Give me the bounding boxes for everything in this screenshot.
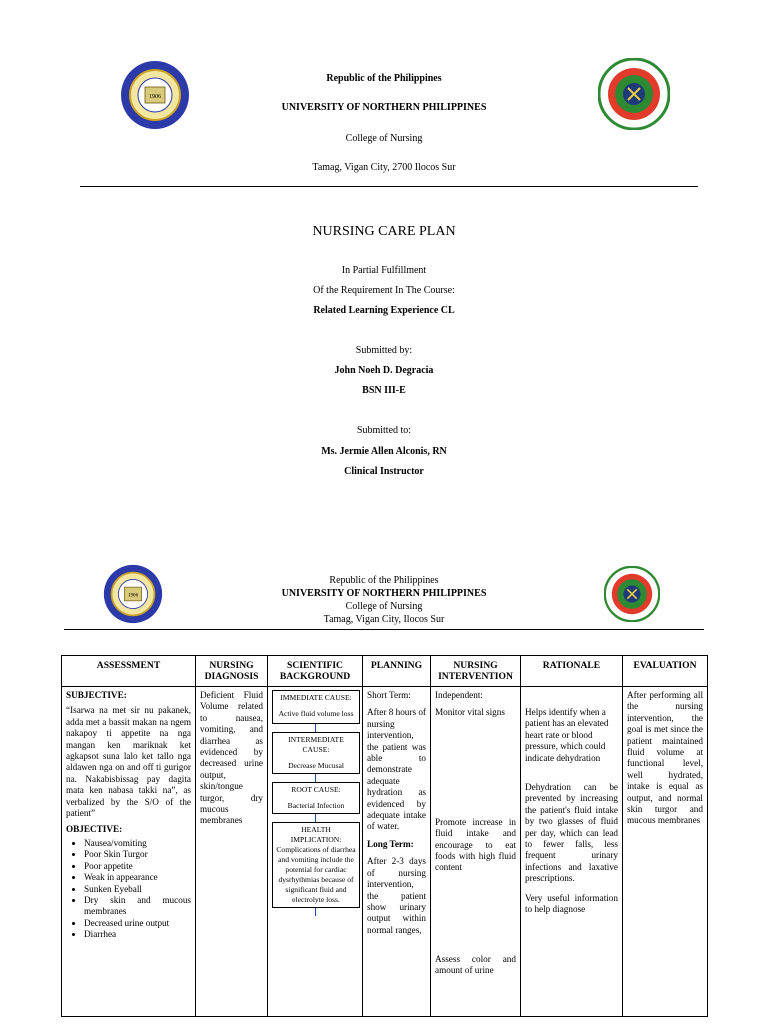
intermediate-cause-box <box>272 732 360 774</box>
nursing-diagnosis-cell: Deficient Fluid Volume related to nausea, vomiting, and diarrhea as evidenced by decreased urine output, skin/tongue turgor, dry mucous membranes <box>196 687 268 1017</box>
immediate-cause-box <box>272 690 360 724</box>
objective-list <box>66 838 191 941</box>
rationale-item-2: Dehydration can be prevented by increasing the patient's fluid intake by two glasses of fluid per day, which can lead to fewer falls, less frequent urinary infections and laxative prescriptions. <box>525 782 618 884</box>
cover-address: Tamag, Vigan City, 2700 Ilocos Sur <box>312 162 456 173</box>
cover-republic: Republic of the Philippines <box>326 73 442 84</box>
cover-course: Related Learning Experience CL <box>313 305 455 316</box>
connector-line <box>315 908 316 916</box>
health-implication-label: HEALTH IMPLICATION: <box>290 825 342 844</box>
subjective-label: SUBJECTIVE: <box>66 690 127 700</box>
header-nursing-diagnosis: NURSING DIAGNOSIS <box>196 656 268 687</box>
header-scientific-background: SCIENTIFIC BACKGROUND <box>268 656 363 687</box>
page2-address: Tamag, Vigan City, Ilocos Sur <box>323 614 445 625</box>
cover-college: College of Nursing <box>345 133 423 144</box>
page2-college: College of Nursing <box>345 601 423 612</box>
cover-fulfillment-2: Of the Requirement In The Course: <box>313 285 455 296</box>
long-term-label: Long Term: <box>367 838 414 849</box>
unp-seal-logo <box>120 60 190 130</box>
intermediate-cause-text: Decrease Mucusal <box>288 761 344 770</box>
page2-republic: Republic of the Philippines <box>329 575 439 586</box>
connector-line <box>315 774 316 782</box>
cover-fulfillment-1: In Partial Fulfillment <box>341 265 427 276</box>
svg-text:1906: 1906 <box>149 94 161 100</box>
list-item: • Diarrhea <box>84 929 191 940</box>
long-term-text: After 2-3 days of nursing intervention, the patient show urinary output within normal ranges, <box>367 856 426 935</box>
immediate-cause-text: Active fluid volume loss <box>278 709 354 718</box>
intervention-item-2: Promote increase in fluid intake and encourage to eat foods with high fluid content <box>435 816 516 873</box>
student-section: BSN III-E <box>362 385 406 396</box>
instructor-name: Ms. Jermie Allen Alconis, RN <box>321 446 447 457</box>
svg-text:1906: 1906 <box>127 592 139 599</box>
college-of-nursing-seal-logo <box>598 58 670 130</box>
connector-line <box>315 814 316 822</box>
table-row <box>62 687 708 1017</box>
cover-divider <box>80 186 698 187</box>
subjective-text: “Isarwa na met sir nu pakanek, adda met a bassit makan na ngem nakapoy ti appetite na nga mangan ken mariknak ket agkapsot suna lalo ket tallo nga aldawen nga on and off ti gurigor na. Nakabisbissag pay dagita mata ken nabasa takki na”, as verbalized by the S/O of the patient” <box>66 705 191 819</box>
page2-university: UNIVERSITY OF NORTHERN PHILIPPINES <box>281 588 487 599</box>
rationale-item-3: Very useful information to help diagnose <box>525 892 618 915</box>
instructor-role: Clinical Instructor <box>344 466 424 477</box>
list-item: • Sunken Eyeball <box>84 884 191 895</box>
header-rationale: RATIONALE <box>521 656 623 687</box>
list-item: • Poor appetite <box>84 861 191 872</box>
root-cause-label: ROOT CAUSE: <box>291 785 341 794</box>
connector-line <box>315 724 316 732</box>
intervention-item-3: Assess color and amount of urine <box>435 953 516 976</box>
nursing-care-plan-table <box>61 655 708 1017</box>
table-header-row <box>62 656 708 687</box>
header-planning: PLANNING <box>363 656 431 687</box>
scientific-background-cell <box>268 687 363 1017</box>
submitted-to-label: Submitted to: <box>356 425 412 436</box>
immediate-cause-label: IMMEDIATE CAUSE: <box>280 693 352 702</box>
nursing-intervention-cell <box>431 687 521 1017</box>
root-cause-text: Bacterial Infection <box>287 801 345 810</box>
list-item: • Weak in appearance <box>84 872 191 883</box>
submitted-by-label: Submitted by: <box>355 345 413 356</box>
header-nursing-intervention: NURSING INTERVENTION <box>431 656 521 687</box>
list-item: • Decreased urine output <box>84 918 191 929</box>
list-item: • Dry skin and mucous membranes <box>84 895 191 918</box>
rationale-cell <box>521 687 623 1017</box>
short-term-label: Short Term: <box>367 690 411 700</box>
evaluation-cell: After performing all the nursing intervention, the goal is met since the patient maintained fluid volume at functional level, well hydrated, intake is equal as output, and normal skin turgor and mucous membranes <box>623 687 708 1017</box>
intermediate-cause-label: INTERMEDIATE CAUSE: <box>288 735 344 754</box>
rationale-item-1: Helps identify when a patient has an elevated heart rate or blood pressure, which could indicate dehydration <box>525 707 609 763</box>
page2-divider <box>64 629 704 630</box>
objective-label: OBJECTIVE: <box>66 824 123 835</box>
root-cause-box <box>272 782 360 814</box>
cover-university: UNIVERSITY OF NORTHERN PHILIPPINES <box>281 102 487 113</box>
list-item: • Nausea/vomiting <box>84 838 191 849</box>
short-term-text: After 8 hours of nursing intervention, the patient was able to demonstrate adequate hydration as evidenced by adequate intake of water. <box>367 707 426 832</box>
assessment-cell <box>62 687 196 1017</box>
header-evaluation: EVALUATION <box>623 656 708 687</box>
planning-cell <box>363 687 431 1017</box>
list-item: • Poor Skin Turgor <box>84 849 191 860</box>
student-name: John Noeh D. Degracia <box>334 365 434 376</box>
health-implication-text: Complications of diarrhea and vomiting include the potential for cardiac dysrhythmias because of significant fluid and electrolyte loss. <box>276 845 356 904</box>
header-assessment: ASSESSMENT <box>62 656 196 687</box>
health-implication-box <box>272 822 360 908</box>
cover-title: NURSING CARE PLAN <box>312 224 456 239</box>
independent-label: Independent: <box>435 690 483 700</box>
intervention-item-1: Monitor vital signs <box>435 707 505 718</box>
